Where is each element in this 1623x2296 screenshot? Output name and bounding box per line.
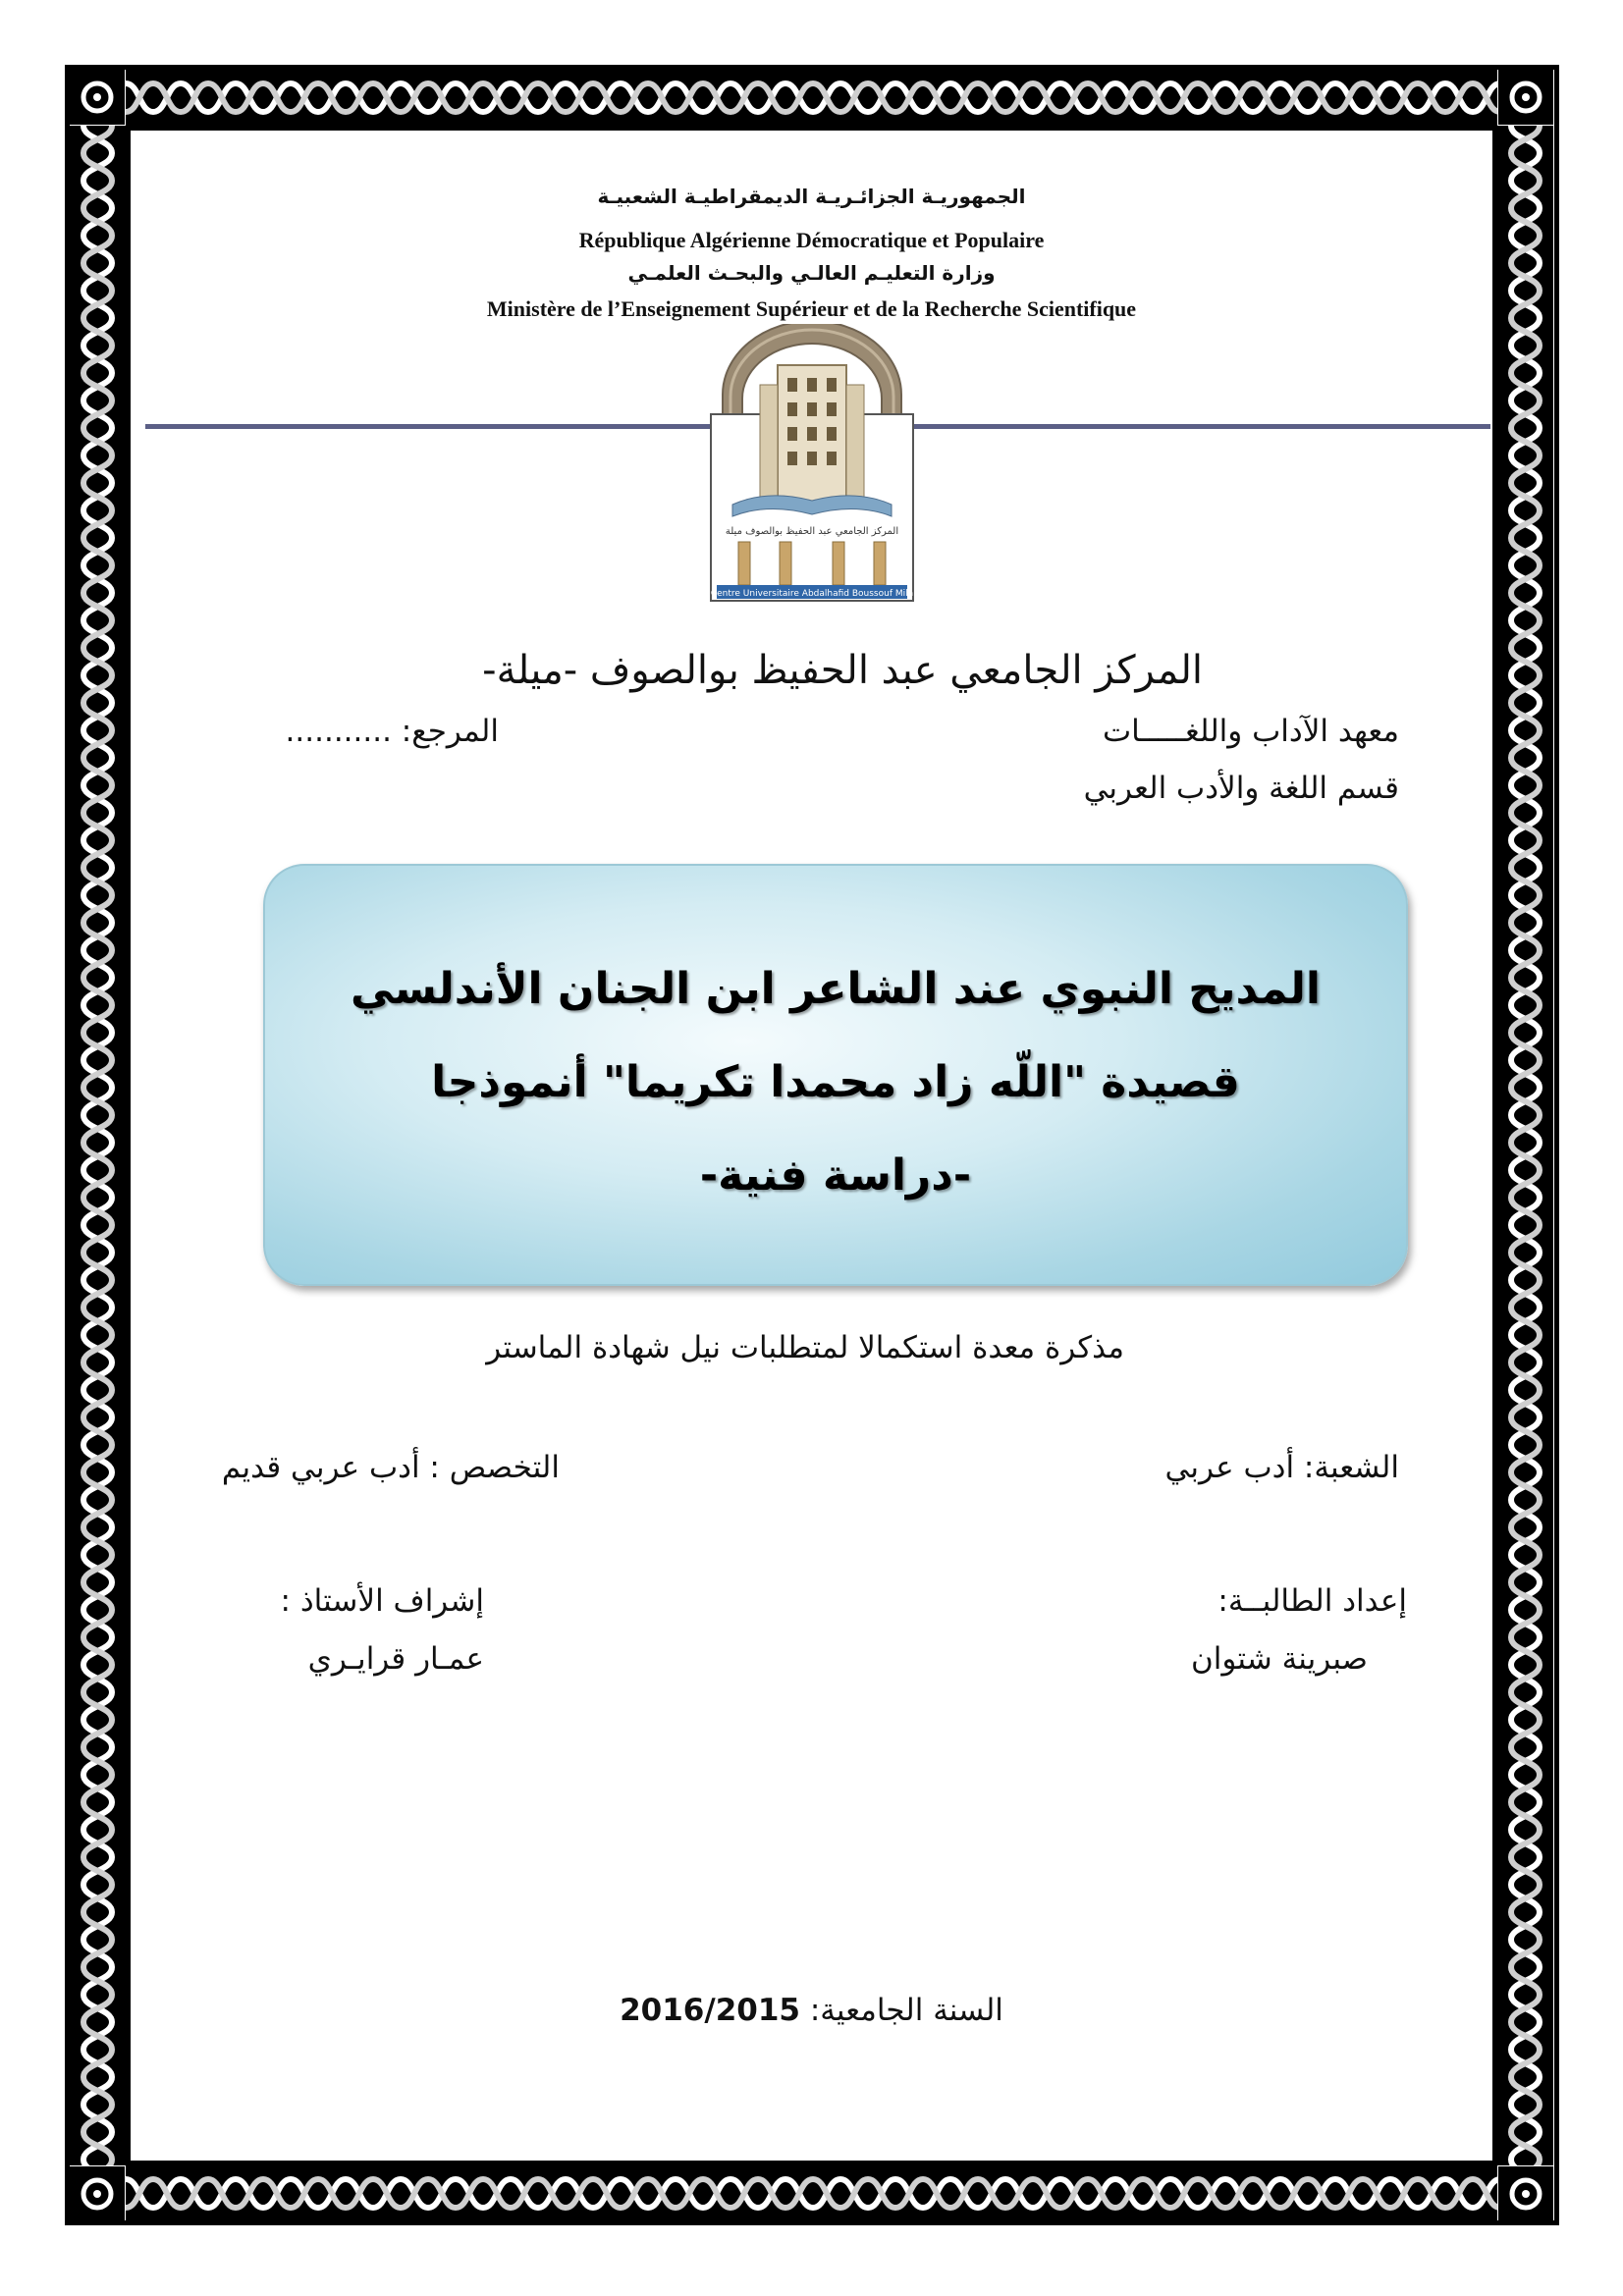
corner-ornament-icon	[1498, 70, 1553, 125]
thesis-title-line-2: قصيدة "اللّه زاد محمدا تكريما" أنموذجا	[431, 1057, 1240, 1107]
supervisor-name: عمـار قرايـري	[307, 1641, 484, 1677]
thesis-note: مذكرة معدة استكمالا لمتطلبات نيل شهادة الماستر	[486, 1330, 1124, 1365]
reference-field: المرجع: ...........	[285, 714, 499, 749]
logo-inscription: المركز الجامعي عبد الحفيظ بوالصوف ميلة	[725, 526, 899, 537]
institute-name: معهد الآداب واللغـــــات	[1102, 714, 1399, 749]
academic-year	[0, 1993, 1623, 2028]
thesis-title-line-1: المديح النبوي عند الشاعر ابن الجنان الأندلسي	[350, 964, 1321, 1014]
branch-field: الشعبة: أدب عربي	[1164, 1450, 1399, 1485]
university-logo	[709, 324, 915, 602]
border-band-top	[126, 70, 1497, 126]
corner-ornament-icon	[70, 2166, 125, 2221]
student-label: إعداد الطالبــة:	[1217, 1583, 1407, 1619]
department-name: قسم اللغة والأدب العربي	[1083, 771, 1399, 806]
corner-ornament-icon	[70, 70, 125, 125]
logo-caption: Centre Universitaire Abdalhafid Boussouf Mila	[710, 589, 914, 599]
republic-name-ar: الجمهوريـة الجزائـريـة الديمقراطيـة الشعبيـة	[597, 185, 1026, 208]
academic-year-value: 2016/2015	[620, 1993, 800, 2028]
center-name: المركز الجامعي عبد الحفيظ بوالصوف -ميلة-	[482, 648, 1203, 693]
specialty-field: التخصص : أدب عربي قديم	[221, 1450, 560, 1485]
ministry-name-ar: وزارة التعليـم العالـي والبحـث العلمـي	[627, 261, 996, 285]
thesis-title-box	[263, 864, 1408, 1286]
border-band-right	[1497, 126, 1553, 2165]
student-name: صبرينة شتوان	[1191, 1641, 1368, 1677]
ministry-name-fr: Ministère de l’Enseignement Supérieur et de la Recherche Scientifique	[486, 296, 1137, 321]
republic-name-fr: République Algérienne Démocratique et Populaire	[578, 228, 1045, 252]
corner-ornament-icon	[1498, 2166, 1553, 2221]
border-band-left	[70, 126, 126, 2165]
border-band-bottom	[126, 2165, 1497, 2221]
academic-year-label: السنة الجامعية:	[809, 1993, 1003, 2028]
supervisor-label: إشراف الأستاذ :	[280, 1583, 484, 1619]
thesis-title-line-3: -دراسة فنية-	[699, 1150, 972, 1201]
